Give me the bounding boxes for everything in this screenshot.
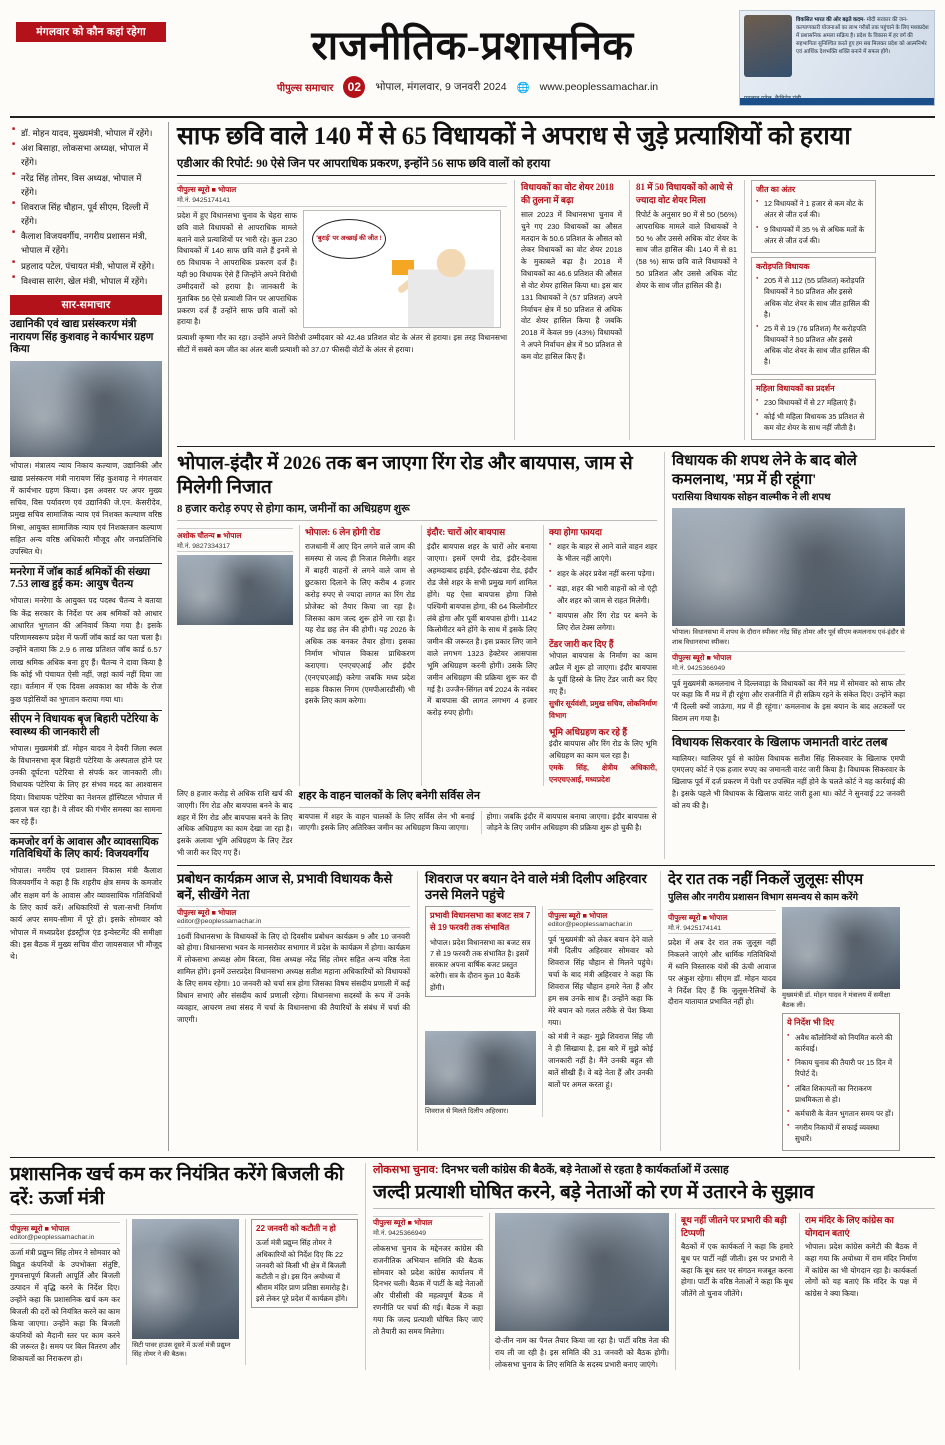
lead-headline[interactable]: साफ छवि वाले 140 में से 65 विधायकों ने अपराध से जुड़े प्रत्याशियों को हराया — [177, 123, 851, 150]
ring-road-col1-head: भोपाल: 6 लेन होगी रोड — [305, 527, 381, 538]
julus-photo — [782, 907, 900, 989]
stats3-head: महिला विधायकों का प्रदर्शन — [756, 383, 835, 393]
lead-col4-text: रिपोर्ट के अनुसार 90 में से 50 (56%) आपराधिक मामले वाले विधायकों ने 50 % और उससे अधिक वोट शेयर के साथ जीत हासिल की। 140 में से 81 (58 %) साफ छवि वाले विधायकों ने 50 प्रतिशत और उससे अधिक वोट शेयर के साथ जीत हासिल की है। — [636, 209, 737, 290]
rail-bullet: ■ डॉ. मोहन यादव, मुख्यमंत्री, भोपाल में रहेंगे। — [12, 126, 158, 140]
julus-byline-phone: मो.नं. 9425174141 — [668, 924, 722, 932]
rail-bullet: ■ प्रहलाद पटेल, पंचायत मंत्री, भोपाल में रहेंगे। — [12, 259, 158, 273]
rail-news1-photo — [10, 361, 162, 457]
lead-stats-women — [751, 379, 876, 441]
energy-byline-email: editor@peoplessamachar.in — [10, 1234, 95, 1242]
stats-item: ● 9 विधायकों में 35 % से अधिक मतों के अंतर से जीत दर्ज की। — [756, 224, 871, 246]
stats2-item: ● 205 में से 112 (55 प्रतिशत) करोड़पति विधायकों ने 50 प्रतिशत और इससे अधिक वोट शेयर के साथ जीत हासिल की है। — [756, 275, 871, 320]
budget-session-text: भोपाल। प्रदेश विधानसभा का बजट सत्र 7 से 19 फरवरी तक संभावित है। इसमें सरकार अपना वार्षिक बजट प्रस्तुत करेगी। सत्र के दौरान कुल 10 बैठकें होंगी। — [430, 938, 531, 992]
no-power-cut-head: 22 जनवरी को कटौती न हो — [256, 1223, 336, 1233]
congress-story — [365, 1163, 935, 1370]
benefit-item: ● शहर के अंदर प्रवेश नहीं करना पड़ेगा। — [549, 568, 657, 580]
globe-icon: 🌐 — [516, 81, 530, 94]
ring-road-tender-head: टेंडर जारी कर दिए हैं — [549, 639, 614, 650]
service-lane-text-2: होगा। जबकि इंदौर में बायपास बनाया जाएगा। इंदौर बायपास से जोड़ने के लिए जमीन अधिग्रहण की प्रक्रिया शुरू हो चुकी है। — [481, 811, 657, 835]
lead-col4-head: 81 में 50 विधायकों को आधे से ज्यादा वोट शेयर मिला — [636, 181, 733, 205]
stats2-head: करोड़पति विधायक — [756, 261, 810, 271]
ring-road-col1-text: राजधानी में आए दिन लगने वाले जाम की समस्या से जल्द ही निजात मिलेगी। शहर में बाहरी वाहनों से लगने वाले जाम से छुटकारा दिलाने के लिए करीब 4 हजार करोड़ रुपए से ज्यादा लागत का रिंग रोड प्रोजेक्ट को तैयार किया जा रहा है। जिसका काम जल्द शुरू होने जा रहा है। यह रोड छह लेन की होगी। यह 2026 के अधिक तक बनकर तैयार होगा। इसका निर्माण भोपाल विकास प्राधिकरण कराएगा। एनएचएआई और इंदौर (एनएचएआई) करेगा जबकि मध्य प्रदेश सड़क विकास निगम (एमपीआरडीसी) भी इसके लिए काम करेगा। — [305, 542, 415, 706]
directive-item: ● निकाय चुनाव की तैयारी पर 15 दिन में रिपोर्ट दें। — [787, 1057, 895, 1079]
ring-road-tender-text: भोपाल बायपास के निर्माण का काम अप्रैल में शुरू हो जाएगा। इंदौर बायपास के पूर्वी हिस्से के लिए टेंडर जारी कर दिए गए हैं। — [549, 651, 657, 696]
ring-road-byline-phone: मो.नं. 9827334317 — [177, 542, 231, 550]
congress-headline[interactable]: जल्दी प्रत्याशी घोषित करने, बड़े नेताओं को रण में उतारने के सुझाव — [373, 1181, 815, 1203]
rail-box2-title: सार-समाचार — [10, 295, 162, 315]
page-title: राजनीतिक-प्रशासनिक — [311, 23, 634, 68]
congress-box1-head: बूथ नहीं जीतने पर प्रभारी की बड़ी टिप्पणी — [681, 1214, 787, 1238]
benefit-item: ● बड़ा, शहर की भारी वाहनों को नो एंट्री और शहर को जाम से राहत मिलेगी। — [549, 583, 657, 607]
congress-kicker: लोकसभा चुनाव: — [373, 1164, 439, 1177]
lead-col1-text: प्रदेश में हुए विधानसभा चुनाव के चेहरा साफ छवि वाले विधायकों से आपराधिक मामले बताने वाले प्रत्याशियों पर भारी रहे। कुल 230 विधायकों में 140 साफ छवि वाले हैं इनमें से 65 विधायक ने आपराधिक प्रकरण दर्ज हैं। यही 90 विधायक ऐसे हैं जिन्होंने अपने विरोधी उम्मीदवारों को हराया है। जानकारी के मुताबिक 56 ऐसे प्रत्याशी जिन पर आपराधिक प्रकरण दर्ज हैं उन्होंने साफ छवि वालों को हराया है। — [177, 210, 297, 327]
place-date: भोपाल, मंगलवार, 9 जनवरी 2024 — [375, 81, 507, 93]
rail-bullet: ■ नरेंद्र सिंह तोमर, विस अध्यक्ष, भोपाल में रहेंगे। — [12, 171, 158, 199]
julus-text: प्रदेश में अब देर रात तक जुलूस नहीं निकलने जाएंगे और धार्मिक गतिविधियों में ध्वनि विस्तारक यंत्रों की ऊंची आवाज पर अंकुश रहेगा। सीएम डॉ. मोहन यादव ने निर्देश दिए हैं कि जुलूस-रैलियों के दौरान यातायात प्रभावित नहीं हो। — [668, 938, 776, 1007]
lead-cartoon — [303, 210, 501, 328]
left-rail — [10, 122, 168, 1151]
website-url[interactable]: www.peoplessamachar.in — [539, 81, 659, 93]
julus-photo-caption: मुख्यमंत्री डॉ. मोहन यादव ने मंत्रालय में समीक्षा बैठक ली। — [782, 992, 891, 1009]
julus-byline: पीपुल्स ब्यूरो ■ भोपाल मो.नं. 9425174141 — [668, 910, 776, 934]
ring-road-byline: अशोक चौतन्य ■ भोपाल मो.नं. 9827334317 — [177, 528, 293, 552]
brand-label: पीपुल्स समाचार — [276, 83, 334, 94]
rail-news3-text: भोपाल। मुख्यमंत्री डॉ. मोहन यादव ने देवरी जिला स्थल के विधानसभा बृज बिहारी पटेरिया के अस्पताल होने पर उनकी दूर्घटना पटेरिया से संपर्क कर जानकारी ली। विधायक पटेरिया के लिए हर संभव मदद का आश्वासन दिया। विधायक पटेरिया का नेशनल हॉस्पिटल भोपाल में इलाज चल रहा है। वे लीवर की गंभीर समस्या का सामना कर रहे हैं। — [10, 743, 162, 827]
ad-bottom-bar — [740, 98, 934, 105]
rail-bullet: ■ कैलाश विजयवर्गीय, नगरीय प्रशासन मंत्री, भोपाल में रहेंगे। — [12, 229, 158, 257]
congress-box2-head: राम मंदिर के लिए कांग्रेस का योगदान बताएं — [805, 1214, 894, 1238]
energy-minister-story — [10, 1163, 365, 1370]
rail-box1-title: मंगलवार को कौन कहां रहेगा — [16, 22, 166, 42]
rail-news4-headline[interactable]: कमजोर वर्ग के आवास और व्यावसायिक गतिविधियों के लिए कार्य: विजयवर्गीय — [10, 836, 159, 861]
ring-road-col1b-text: लिए 8 हजार करोड़ से अधिक राशि खर्च की जाएगी। रिंग रोड और बायपास बनने के बाद शहर में रिंग रोड और बायपास बनने के लिए अधिक अधिग्रहण का काम देखा जा रहा है। इसके अलावा भूमि अधिग्रहण के लिए टेंडर भी जारी कर दिए गए हैं। — [177, 788, 293, 858]
congress-box2-text: भोपाल। प्रदेश कांग्रेस कमेटी की बैठक में कहा गया कि अयोध्या में राम मंदिर निर्माण में कांग्रेस का भी योगदान रहा है। कार्यकर्ता लोगों को यह बताएं कि मंदिर के पक्ष में कांग्रेस ने क्या किया। — [805, 1241, 917, 1299]
budget-session-box — [425, 906, 536, 997]
masthead — [10, 6, 935, 118]
ring-road-benefits-head: क्या होगा फायदा — [549, 527, 602, 538]
ring-road-col2-text: इंदौर बायपास शहर के चारों ओर बनाया जाएगा। इसमें एमपी रोड, इंदौर-देवास अहमदाबाद हाईवे, इंदौर-खंडवा रोड, इंदौर रोड जैसे शहर के सभी प्रमुख मार्ग शामिल होंगे। यह ऐसा बायपास होगा जिसे पश्चिमी बायपास होगा, की 64 किलोमीटर लंबे होगा और पूर्वी बायपास होगी। 1142 किलोमीटर बने होंगे के साथ में इसके लिए जमीन की जरूरत है। इस प्रकार लिए जाने वाले लगभग 1323 हेक्टेयर आसपास भूमि अधिग्रहण करनी होगी। उसके लिए जमीन अधिग्रहण की प्रक्रिया शुरू कर दी गई है। उज्जैन-सिंगल वर्ष 2024 के नवंबर में बायपास की लागत लगभग 4 हजार करोड़ रुपए होगी। — [427, 542, 537, 718]
energy-photo-caption: सिटी पावर हाउस दूसरे में ऊर्जा मंत्री प्रद्युम्न सिंह तोमर ने की बैठक। — [132, 1341, 231, 1359]
julus-subhead: पुलिस और नगरीय प्रशासन विभाग समन्वय से काम करेंगे — [668, 892, 859, 904]
congress-text-2: दो-तीन नाम का पैनल तैयार किया जा रहा है। पार्टी वरिष्ठ नेता की राय ली जा रही है। इस समिति की 31 जनवरी को बैठक होगी। लोकसभा चुनाव के लिए समिति के सदस्य प्रभारी बनाए जाएंगे। — [495, 1335, 669, 1369]
benefit-item: ● बायपास और रिंग रोड पर बनने के लिए रोल टेक्स लगेगा। — [549, 610, 657, 634]
page-number: 02 — [343, 76, 365, 98]
benefit-item: ● शहर के बाहर से आने वाले वाहन शहर के भीतर नहीं आएंगे। — [549, 541, 657, 565]
shivraj-text: पूर्व 'मुख्यमंत्री' को लेकर बयान देने वाले मंत्री दिलीप अहिरवार सोमवार को शिवराज सिंह चौहान से मिलने पहुंचे। चर्चा के बाद मंत्री अहिरवार ने कहा कि शिवराज सिंह चौहान हमारे नेता हैं और हम सब उनके साथ हैं। उन्होंने कहा कि मेरे बयान को गलत तरीके से पेश किया गया। — [547, 934, 653, 1027]
energy-headline[interactable]: प्रशासनिक खर्च कम कर नियंत्रित करेंगे बिजली की दरें: ऊर्जा मंत्री — [10, 1164, 344, 1209]
shivraj-headline[interactable]: शिवराज पर बयान देने वाले मंत्री दिलीप अहिरवार उनसे मिलने पहुंचे — [425, 870, 647, 902]
ad-headline-text: विकसित भारत की ओर बढ़ते कदम- — [796, 17, 866, 23]
congress-photo — [495, 1213, 669, 1331]
congress-kicker-text: दिनभर चली कांग्रेस की बैठकें, बड़े नेताओं से रहता है कार्यकर्ताओं में उत्साह — [441, 1164, 729, 1177]
ring-road-logo-photo — [177, 555, 293, 625]
service-lane-head: शहर के वाहन चालकों के लिए बनेगी सर्विस लेन — [298, 789, 480, 802]
prabodhan-byline-email: editor@peoplessamachar.in — [177, 918, 262, 926]
julus-story — [660, 871, 905, 1151]
masthead-strip — [170, 76, 765, 98]
shivraj-photo — [425, 1031, 536, 1105]
congress-byline: पीपुल्स ब्यूरो ■ भोपाल मो.नं. 9425366949 — [373, 1216, 483, 1240]
energy-text: ऊर्जा मंत्री प्रद्युम्न सिंह तोमर ने सोमवार को विद्युत कंपनियों के उपभोक्ता संतुष्टि, गुणवत्तापूर्ण बिजली आपूर्ति और बिजली उत्पादन में वृद्धि करने के निर्देश दिए। उन्होंने कहा कि प्रशासनिक खर्च कम कर बिजली की दरों को नियंत्रित करने का काम किया जाएगा। उन्होंने कहा कि बिजली कंपनियों को मैदानी स्तर पर काम करने की जरूरत है। समय पर बिल वितरण और शिकायतों का निराकरण हो। — [10, 1247, 120, 1364]
julus-directives-head: ये निर्देश भी दिए — [787, 1018, 835, 1028]
directive-item: ● लंबित शिकायतों का निराकरण प्राथमिकता से हो। — [787, 1083, 895, 1105]
no-power-cut-box — [251, 1219, 358, 1309]
oath-photo — [672, 508, 905, 626]
ad-portrait-photo — [744, 15, 792, 77]
lead-byline: पीपुल्स ब्यूरो ■ भोपाल मो.नं. 9425174141 — [177, 183, 507, 207]
congress-text: लोकसभा चुनाव के मद्देनजर कांग्रेस की राजनीतिक अभियान समिति की बैठक सोमवार को प्रदेश कांग्रेस कार्यालय में दिनभर चली। बैठक में पार्टी के बड़े नेताओं और पीसीसी की महत्वपूर्ण बैठक में रणनीति पर चर्चा की गई। बैठक में कहा गया कि जल्द प्रत्याशी घोषित किए जाएं तो तैयारी का समय मिलेगा। — [373, 1243, 483, 1336]
oath-byline-phone: मो.नं. 9425366949 — [672, 665, 726, 673]
shivraj-byline-email: editor@peoplessamachar.in — [547, 921, 633, 929]
congress-box1-text: बैठकों में एक कार्यकर्ता ने कहा कि हमारे बूथ पर पार्टी नहीं जीती। इस पर प्रभारी ने कहा कि बूथ स्तर पर संगठन मजबूत करना होगा। पार्टी के वरिष्ठ नेताओं ने कहा कि बूथ जीतेंगे तो चुनाव जीतेंगे। — [681, 1241, 793, 1299]
prabodhan-byline: पीपुल्स ब्यूरो ■ भोपाल editor@peoplessamachar.in — [177, 906, 410, 928]
ring-road-col2-head: इंदौर: चारों ओर बायपास — [427, 527, 506, 538]
warrant-headline[interactable]: विधायक सिकरवार के खिलाफ जमानती वारंट तलब — [672, 734, 888, 749]
rail-bullet: ■ विश्वास सारंग, खेल मंत्री, भोपाल में रहेंगे। — [12, 274, 158, 288]
lead-stats-crorepati — [751, 257, 876, 375]
stats-item: ● 12 विधायकों ने 1 हजार से कम वोट के अंतर से जीत दर्ज की। — [756, 198, 871, 220]
directive-item: ● अवैध कॉलोनियों को नियमित करने की कार्रवाई। — [787, 1032, 895, 1054]
masthead-advertisement[interactable] — [739, 10, 935, 106]
ring-road-quote-attrib: सुधीर सूर्यवंशी, प्रमुख सचिव, लोकनिर्माण विभाग — [549, 698, 657, 720]
lead-col3-text: साल 2023 में विधानसभा चुनाव में चुने गए 230 विधायकों का औसत मतदान के 50.6 प्रतिशत के औसत को लेकर विधायकों का वोट शेयर 2018 के मुकाबले बढ़ा है। 2018 में विधायकों का 46.6 प्रतिशत की औसत से वोट शेयर हासिल किया था। इस बार 131 विधायकों ने (57 प्रतिशत) अपने निर्वाचन क्षेत्र में 50 प्रतिशत से अधिक वोट शेयर हासिल किया है जबकि 2018 में केवल 99 (43%) विधायकों ने अपने निर्वाचन क्षेत्र में 50 प्रतिशत से कम वोट हासिल किए हैं। — [521, 209, 622, 361]
ring-road-quote-attrib-2: एमके सिंह, क्षेत्रीय अधिकारी, एनएचएआई, मध्यप्रदेश — [549, 763, 657, 784]
oath-headline[interactable]: विधायक की शपथ लेने के बाद बोले कमलनाथ, 'मप्र में ही रहूंगा' — [672, 453, 857, 488]
julus-directives-box — [782, 1013, 900, 1151]
stats2-item: ● 25 में से 19 (76 प्रतिशत) गैर करोड़पति विधायकों ने 50 प्रतिशत और इससे अधिक वोट शेयर के साथ जीत हासिल की है। — [756, 323, 871, 368]
rail-news4-text: भोपाल। नगरीय एवं प्रशासन विकास मंत्री कैलाश विजयवर्गीय ने कहा है कि शहरीय क्षेत्र समय के कमजोर और सक्षम वर्ग के आवास और व्यावसायिक गतिविधियों के लिए कार्य करें। अधिकारियों से चला-सभी निर्माण कार्य अपर समय-सीमा में पूरे हो। इसके सोमवार को भोपाल में मध्यप्रदेश इंडस्ट्रीज एंड इन्वेस्टमेंट की समीक्षा की। इस बैठक में मुख्य सचिव वीरा जायसवाल भी मौजूद थे। — [10, 866, 162, 962]
lead-col3-head: विधायकों का वोट शेयर 2018 की तुलना में बढ़ा — [521, 181, 614, 205]
no-power-cut-text: ऊर्जा मंत्री प्रद्युम्न सिंह तोमर ने अधिकारियों को निर्देश दिए कि 22 जनवरी को किसी भी क्षेत्र में बिजली कटौती न हो। इस दिन अयोध्या में श्रीराम मंदिर प्राण प्रतिष्ठा समारोह है। इसे लेकर पूरे प्रदेश में कार्यक्रम होंगे। — [256, 1238, 349, 1304]
oath-text: पूर्व मुख्यमंत्री कमलनाथ ने दिल्लवाड़ा के विधायकों का मैंने मप्र में सोमवार को साफ तौर पर कहा कि मैं मप्र में ही रहूंगा और राजनीति में ही सक्रिय रहने के संकेत दिए। उन्होंने कहा 'मैं दिल्ली क्यों जाऊंगा, मप्र में ही रहूंगा।' कमलनाथ के इस बयान के बाद अटकलों पर विराम लग गया है। — [672, 678, 905, 724]
rail-news2-text: भोपाल। मनरेगा के आयुक्त पद पदस्थ चैतन्य ने बताया कि केंद्र सरकार के निर्देश पर अब श्रमिकों को आधार आधारित भुगतान की अनिवार्य किया गया है। इसके परिणामस्वरूप प्रदेश में फर्जी जॉब कार्ड का पता चला है। उन्होंने बताया कि 2.9 6 लाख प्रतिशत जॉब कार्ड 6.57 लाख श्रमिक अधिक बना हुए हैं। चैतन्य ने दावा किया है कि कोई भी पंचायत ऐसी नहीं, जहां कार्य नहीं दिया जा रहा। वर्तमान में एक दिवस अवकाश का मौके के रोज कुछ पड़ोसियों का भुगतान कराया गया था। — [10, 596, 162, 704]
ring-road-story — [177, 452, 664, 859]
shivraj-story — [417, 871, 660, 1151]
main-content — [168, 122, 935, 1151]
cartoon-speech-bubble: 'बुराई' पर अच्छाई की जीत ! — [312, 219, 386, 259]
ad-body-text: मोदी सरकार की जन-कल्याणकारी योजनाओं का लाभ गरीबों तक पहुंचाने के लिए मध्यप्रदेश में प्रशासनिक अमला सक्रिय है। प्रदेश के विकास में हर वर्ग की सहभागिता सुनिश्चित करते हुए हम सब मिलकर प्रदेश को आत्मनिर्भर एवं आर्थिक देशभक्ति शक्ति बनाने में सफल होंगे। — [796, 17, 929, 56]
ring-road-subhead: 8 हजार करोड़ रुपए से होगा काम, जमीनों का अधिग्रहण शुरू — [177, 502, 410, 515]
stats3-item: ● 230 विधायकों में से 27 महिलाएं हैं। — [756, 397, 871, 408]
cartoon-figure — [408, 249, 494, 327]
energy-byline: पीपुल्स ब्यूरो ■ भोपाल editor@peoplessamachar.in — [10, 1222, 120, 1244]
lead-subhead: एडीआर की रिपोर्ट: 90 ऐसे जिन पर आपराधिक प्रकरण, इन्होंने 56 साफ छवि वालों को हराया — [177, 157, 551, 170]
prabodhan-headline[interactable]: प्रबोधन कार्यक्रम आज से, प्रभावी विधायक कैसे बनें, सीखेंगे नेता — [177, 870, 393, 902]
directive-item: ● नगरीय निकायों में सफाई व्यवस्था सुधारें। — [787, 1122, 895, 1144]
warrant-text: ग्वालियर। ग्वालियर पूर्व से कांग्रेस विधायक सतीश सिंह सिकरवार के खिलाफ एमपी एमएलए कोर्ट ने एक हजार रुपए का जमानती वारंट जारी किया है। विधायक सिकरवार के खिलाफ पूर्व में दर्ज प्रकरण में पेशी पर उपस्थित नहीं होने के चलते कोर्ट ने यह कार्रवाई की है। इसके पहले भी विधायक के खिलाफ वारंट जारी हुआ था। कोर्ट ने सुनवाई 22 जनवरी को तय की है। — [672, 753, 905, 810]
ring-road-land-head: भूमि अधिग्रहण कर रहे हैं — [549, 727, 627, 738]
rail-news1-text: भोपाल। मंत्रालय न्याय निकाय कल्याण, उद्यानिकी और खाद्य प्रसंस्करण मंत्री नारायण सिंह कुशवाह ने मंगलवार में कार्यभार ग्रहण किया। इस अवसर पर अपर मुख्य सचिव, विस पर्यावरण एवं उद्यानिकी जे.एन. केसरीदेव, प्रमुख सचिव सामाजिक न्याय एवं निशक्त कल्याण वरिष्ठ मिश्रा, आयुक्त सामाजिक न्याय एवं निशक्तजन कल्याण सहित अन्य वरिष्ठ अधिकारी मौजूद और जनप्रतिनिधि उपस्थित थे। — [10, 461, 162, 557]
rail-news3-headline[interactable]: सीएम ने विधायक बृज बिहारी पटेरिया के स्वास्थ्य की जानकारी ली — [10, 713, 159, 738]
rail-news1-headline[interactable]: उद्यानिकी एवं खाद्य प्रसंस्करण मंत्री नारायण सिंह कुशवाह ने कार्यभार ग्रहण किया — [10, 318, 154, 356]
rail-box1-items — [10, 122, 162, 293]
ad-headline — [796, 16, 930, 57]
ring-road-land-text: इंदौर बायपास और रिंग रोड के लिए भूमि अधिग्रहण का काम चल रहा है। — [549, 739, 657, 761]
rail-news2-headline[interactable]: मनरेगा में जॉब कार्ड श्रमिकों की संख्या 7.53 लाख हुई कम: आयुष चैतन्य — [10, 566, 151, 591]
lead-col2-text: प्रत्याशी कृष्णा गौर का रहा। उन्होंने अपने विरोधी उम्मीदवार को 42.48 प्रतिशत वोट के अंतर से हराया। इस तरह विधानसभा सीटों में सबसे कम जीत का अंतर बाली प्रत्याशी को 37.07 फीसदी वोटों के अंतर से हराया। — [177, 333, 507, 355]
oath-byline: पीपुल्स ब्यूरो ■ भोपाल मो.नं. 9425366949 — [672, 651, 905, 675]
shivraj-text-2: को मंत्री ने कहा- मुझे शिवराज सिंह जी ने ही सिखाया है, इस बारे में मुझे कोई जानकारी नहीं है। मैंने उनकी बहुत सी बातें सीखी हैं। वे बड़े नेता हैं और उनकी बातों पर अमल करता हूं। — [542, 1031, 653, 1117]
service-lane-text-1: बायपास में शहर के वाहन चालकों के लिए सर्विस लेन भी बनाई जाएगी। इसके लिए अतिरिक्त जमीन का अधिग्रहण किया जाएगा। — [298, 811, 475, 833]
oath-photo-caption: भोपाल। विधानसभा में शपथ के दौरान स्पीकर नरेंद्र सिंह तोमर और पूर्व सीएम कमलनाथ एवं-इंदौर से शाब विधानसभा स्पीकर। — [672, 629, 905, 647]
stats3-item: ● कोई भी महिला विधायक 35 प्रतिशत से कम वोट शेयर के साथ नहीं जीती है। — [756, 411, 871, 433]
shivraj-photo-caption: शिवराज से मिलते दिलीप अहिरवार। — [425, 1108, 509, 1116]
prabodhan-story — [177, 871, 417, 1151]
rail-bullet: ■ अंश बिसाहा, लोकसभा अध्यक्ष, भोपाल में रहेंगे। — [12, 141, 158, 169]
rail-bullet: ■ शिवराज सिंह चौहान, पूर्व सीएम, दिल्ली में रहेंगे। — [12, 200, 158, 228]
directive-item: ● कर्मचारी के वेतन भुगतान समय पर हों। — [787, 1108, 895, 1119]
prabodhan-text: 16वीं विधानसभा के विधायकों के लिए दो दिवसीय प्रबोधन कार्यक्रम 9 और 10 जनवरी को होगा। विधानसभा भवन के मानसरोवर सभागार में प्रदेश के कार्यक्रम में होगा। कार्यक्रम में लोकसभा अध्यक्ष ओम बिरला, विस अध्यक्ष नरेंद्र सिंह तोमर सहित अन्य वरिष्ठ नेता शामिल होंगे। इनमें उत्तरप्रदेश विधानसभा अध्यक्ष सतीश महाना अधिकारियों को विधायकों के लिए समय रहेगा। 10 जनवरी को चर्चा सत्र होगा जिसका विषय संसदीय प्रणाली में कई विधान सभाएं और संसदीय कार्य प्रणाली रहेगा। विधानसभा सदस्यों के रूप में उनके व्यवहार, आचरण तथा संसद में चर्चा के विधानसभा की तैयारियों के संबंध में चर्चा की जाएगी। — [177, 931, 410, 1024]
energy-photo — [132, 1219, 239, 1339]
lead-stats-margin — [751, 180, 876, 253]
oath-story — [664, 452, 905, 859]
stats-head: जीत का अंतर — [756, 184, 796, 194]
budget-session-head: प्रभावी विधानसभा का बजट सत्र 7 से 19 फरवरी तक संभावित — [430, 910, 531, 933]
lead-byline-phone: मो.नं. 9425174141 — [177, 197, 231, 205]
julus-headline[interactable]: देर रात तक नहीं निकलें जुलूसः सीएम — [668, 871, 864, 888]
oath-subhead: परासिया विधायक सोहन वाल्मीक ने ली शपथ — [672, 491, 831, 503]
lead-story — [177, 122, 935, 440]
congress-byline-phone: मो.नं. 9425366949 — [373, 1230, 427, 1238]
ring-road-headline[interactable]: भोपाल-इंदौर में 2026 तक बन जाएगा रिंग रोड और बायपास, जाम से मिलेगी निजात — [177, 453, 633, 498]
shivraj-byline: पीपुल्स ब्यूरो ■ भोपाल editor@peoplessamachar.in — [548, 909, 653, 931]
